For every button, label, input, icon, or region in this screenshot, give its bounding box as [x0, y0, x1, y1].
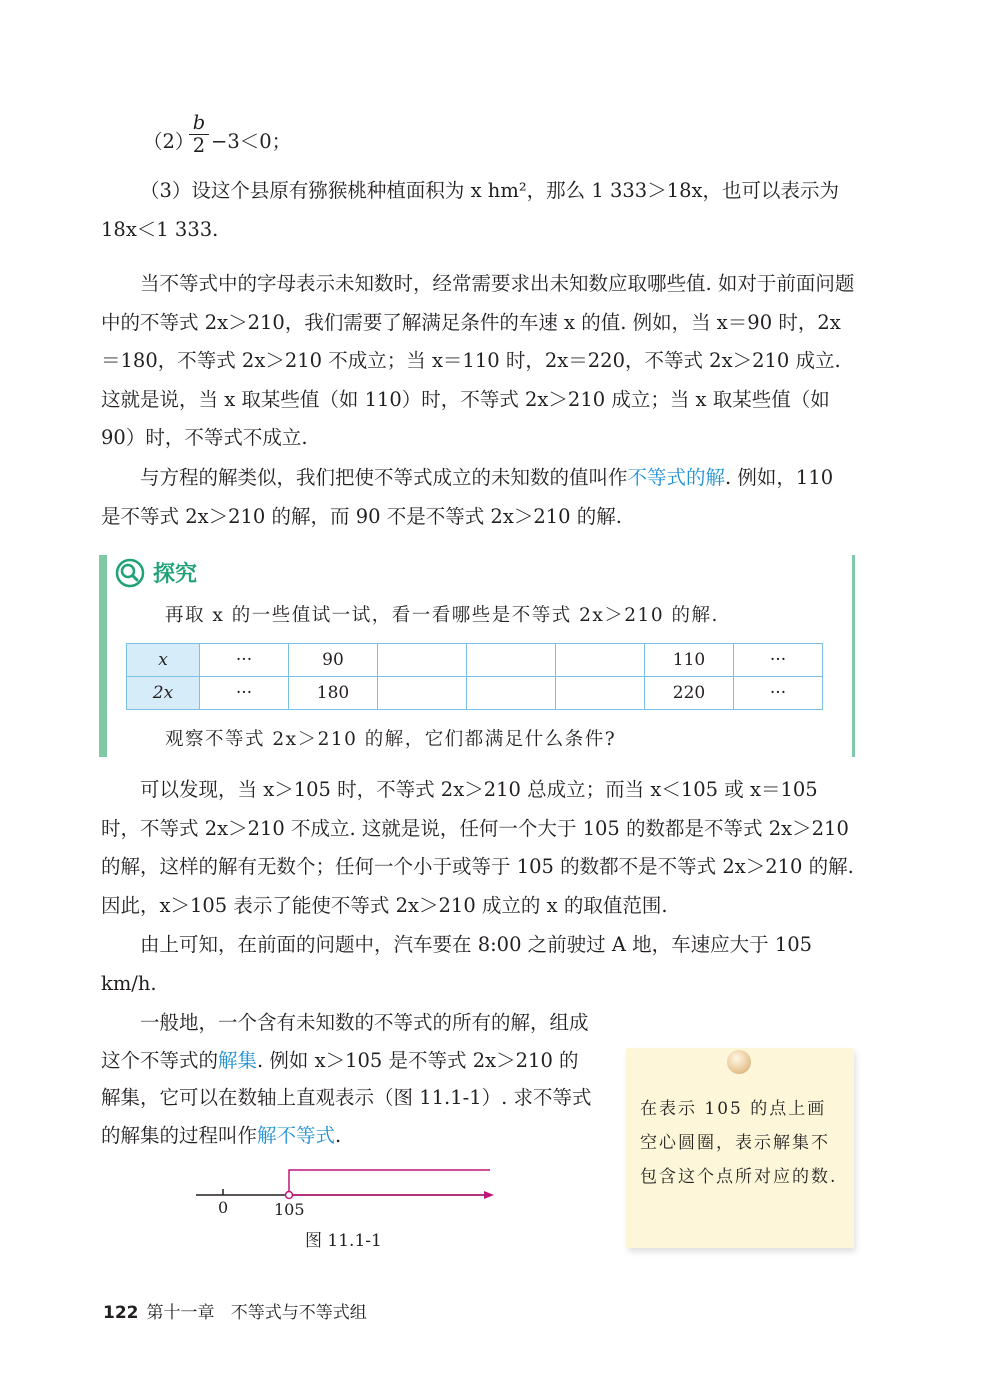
open-circle-icon — [286, 1192, 293, 1199]
figure-caption: 图 11.1-1 — [305, 1231, 382, 1251]
term-solve-inequality: 解不等式 — [257, 1123, 336, 1147]
fraction-denominator: 2 — [192, 134, 206, 157]
fraction-numerator: b — [192, 111, 206, 134]
paragraph-observation: 可以发现，当 x＞105 时，不等式 2x＞210 总成立；而当 x＜105 或 x＝105 时，不等式 2x＞210 不成立. 这就是说，任何一个大于 105 的数都是不等式 2x＞210 的解，这样的解有无数个；任何一个小于或等于 105 的数都不是不等式 2x＞210 的解. 因此，x＞105 表示了能使不等式 2x＞210 成立的 x 的取值范围. — [101, 778, 854, 917]
paragraph-inequality-values: 当不等式中的字母表示未知数时，经常需要求出未知数应取哪些值. 如对于前面问题中的不等式 2x＞210，我们需要了解满足条件的车速 x 的值. 例如，当 x＝90 时，2x＝180，不等式 2x＞210 不成立；当 x＝110 时，2x＝220，不等式 2x＞210 成立. 这就是说，当 x 取某些值（如 110）时，不等式 2x＞210 成立；当 x 取某些值（如 90）时，不等式不成立. — [101, 272, 855, 449]
paragraph-conclusion: 由上可知，在前面的问题中，汽车要在 8:00 之前驶过 A 地，车速应大于 105 km/h. — [101, 933, 813, 995]
side-note — [626, 1048, 854, 1248]
explore-instruction: 再取 x 的一些值试一试，看一看哪些是不等式 2x＞210 的解. — [165, 605, 719, 626]
item-2-rest: −3＜0； — [211, 130, 292, 153]
explore-box — [99, 555, 855, 757]
values-table — [126, 643, 823, 710]
paragraph-solution-set: 一般地，一个含有未知数的不等式的所有的解，组成这个不等式的解集. 例如 x＞105 是不等式 2x＞210 的解集，它可以在数轴上直观表示（图 11.1-1）. 求不等式的解集的过程叫作解不等式. — [101, 1011, 592, 1147]
term-solution: 不等式的解 — [627, 466, 726, 489]
tick-label-105: 105 — [274, 1200, 305, 1219]
chapter-title: 第十一章 不等式与不等式组 — [146, 1303, 367, 1323]
arrow-icon — [484, 1191, 494, 1199]
table-row: x ··· 90 110 ··· — [127, 644, 823, 677]
paragraph-solution-definition: 与方程的解类似，我们把使不等式成立的未知数的值叫作不等式的解. 例如，110 是不等式 2x＞210 的解，而 90 不是不等式 2x＞210 的解. — [101, 466, 834, 528]
number-line — [190, 1160, 510, 1220]
magnifier-icon — [115, 558, 145, 588]
fraction — [189, 112, 209, 157]
explore-title: 探究 — [115, 557, 197, 588]
pin-icon — [727, 1050, 751, 1074]
item-3: （3）设这个县原有猕猴桃种植面积为 x hm²，那么 1 333＞18x，也可以表示为 18x＜1 333. — [101, 179, 840, 241]
page-footer — [103, 1298, 367, 1323]
explore-question: 观察不等式 2x＞210 的解，它们都满足什么条件? — [165, 729, 617, 750]
tick-label-0: 0 — [218, 1198, 229, 1217]
table-row: 2x ··· 180 220 ··· — [127, 677, 823, 710]
page-number: 122 — [103, 1303, 139, 1323]
side-note-text: 在表示 105 的点上画空心圆圈，表示解集不包含这个点所对应的数. — [640, 1099, 838, 1187]
number-line-figure — [190, 1160, 510, 1224]
term-solution-set: 解集 — [218, 1048, 258, 1072]
item-2-label: （2） — [143, 130, 195, 153]
